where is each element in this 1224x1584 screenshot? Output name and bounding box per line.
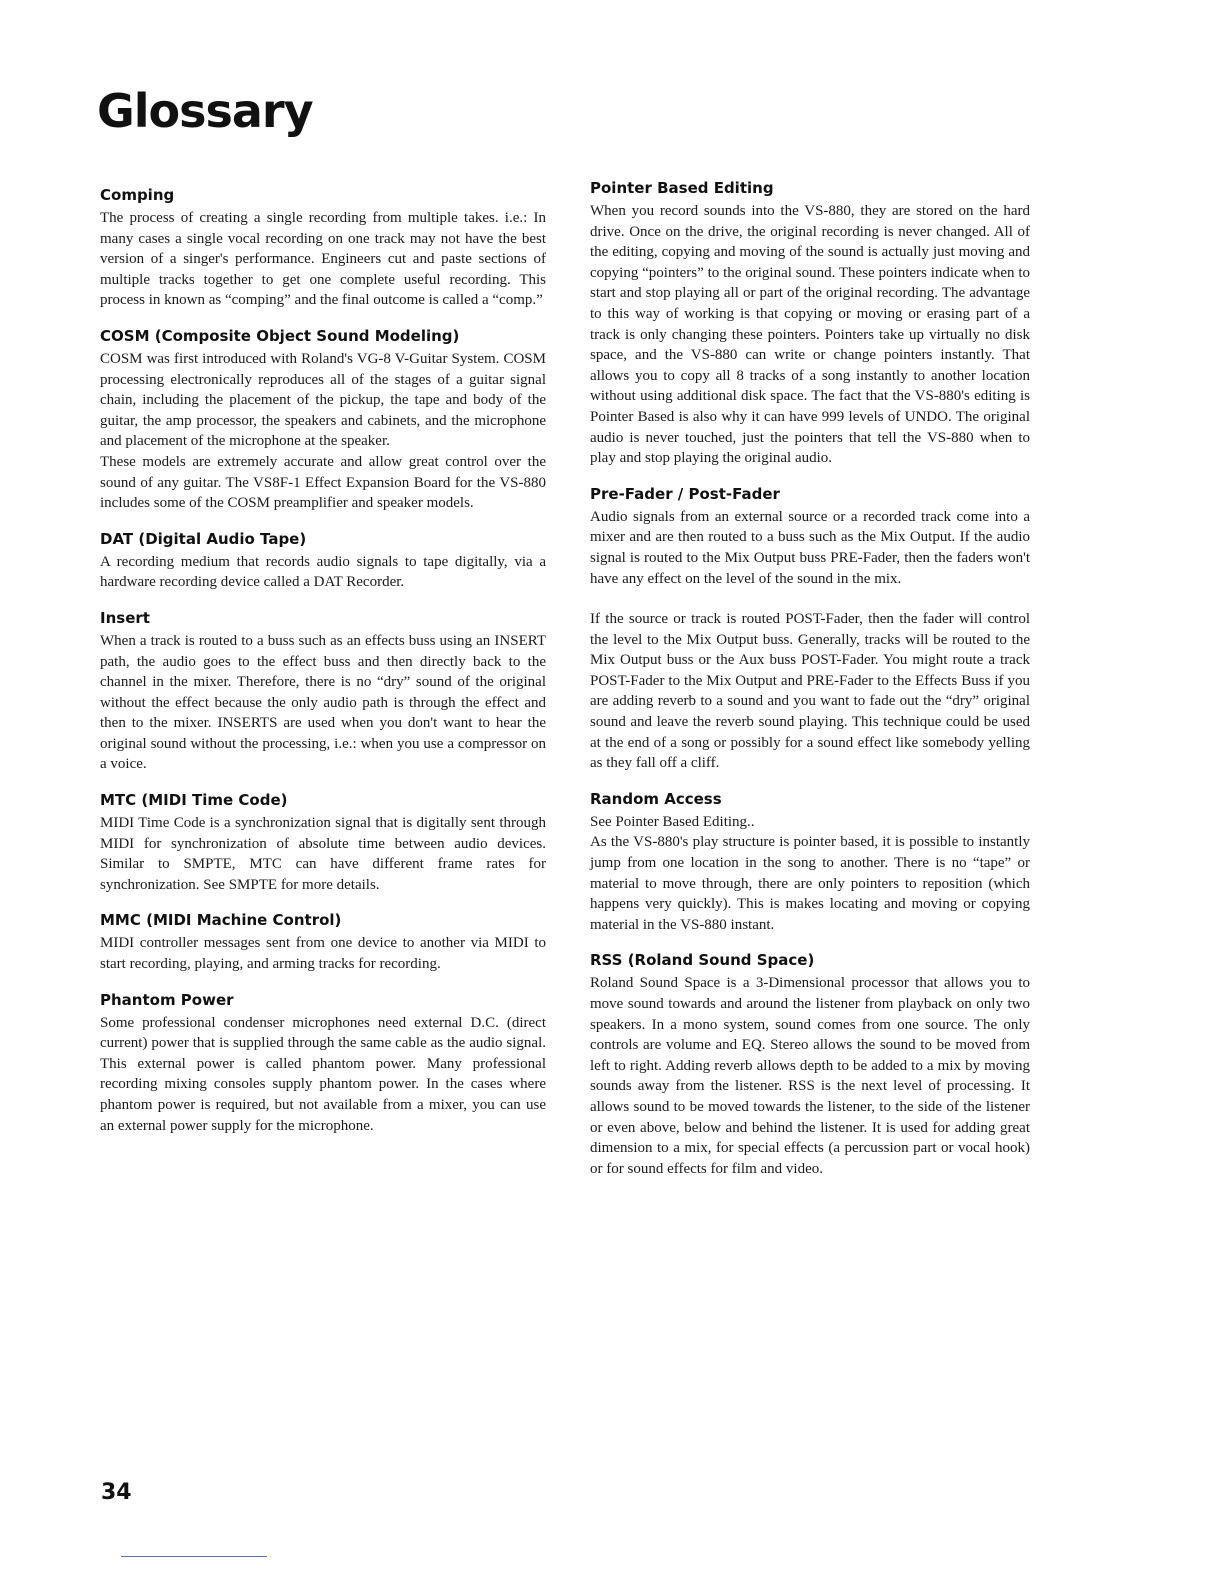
glossary-entry-dat (100, 529, 546, 593)
term-heading: Random Access (590, 789, 722, 808)
glossary-entry-phantom-power (100, 990, 546, 1137)
definition-text: MIDI Time Code is a synchronization signal that is digitally sent through MIDI for synchronization of absolute time between audio devices. Similar to SMPTE, MTC can have different frame rates for synchronization. See SMPTE for more details. (100, 815, 546, 893)
glossary-entry-mtc (100, 790, 546, 895)
definition-text: When a track is routed to a buss such as an effects buss using an INSERT path, the audio goes to the effect buss and then directly back to the channel in the mixer. Therefore, there is no “dry” sound of the original without the effect because the only audio path is through the effect and then to the mixer. INSERTS are used when you don't want to hear the original sound without the processing, i.e.: when you use a compressor on a voice. (100, 632, 546, 773)
glossary-entry-cosm (100, 326, 546, 514)
term-heading: Pointer Based Editing (590, 179, 774, 197)
page-title: Glossary (97, 84, 313, 138)
glossary-entry-comping (100, 185, 546, 311)
definition-text: A recording medium that records audio signals to tape digitally, via a hardware recording device called a DAT Recorder. (100, 553, 546, 591)
glossary-entry-pointer-based-editing (590, 178, 1030, 469)
glossary-entry-insert (100, 608, 546, 775)
term-heading: Insert (100, 608, 150, 627)
definition-text: COSM was first introduced with Roland's VG-8 V-Guitar System. COSM processing electronically reproduces all of the stages of a guitar signal chain, including the placement of the pickup, the tape and body of the guitar, the amp processor, the speakers and cabinets, and the microphone and placement of the microphone at the speaker. (100, 350, 546, 450)
definition-text: MIDI controller messages sent from one device to another via MIDI to start recording, playing, and arming tracks for recording. (100, 935, 546, 973)
term-heading: Comping (100, 186, 175, 204)
term-heading: Pre-Fader / Post-Fader (590, 484, 780, 503)
glossary-entry-rss (590, 950, 1030, 1179)
definition-text: Audio signals from an external source or a recorded track come into a mixer and are then routed to a buss such as the Mix Output. If the audio signal is routed to the Mix Output buss PRE-Fader, then the faders won't have any effect on the level of the sound in the mix. (590, 508, 1030, 587)
definition-text: When you record sounds into the VS-880, they are stored on the hard drive. Once on the drive, the original recording is never changed. All of the editing, copying and moving of the sound is actually just moving and copying “pointers” to the original sound. These pointers indicate when to start and stop playing all or part of the original recording. The advantage to this way of working is that copying or moving or erasing part of a track is only changing these pointers. Pointers take up virtually no disk space, and the VS-880 can write or change pointers instantly. That allows you to copy all 8 tracks of a song instantly to another location without using additional disk space. The fact that the VS-880's editing is Pointer Based is also why it can have 999 levels of UNDO. The original audio is never touched, just the pointers that tell the VS-880 when to play and stop playing the original audio. (590, 203, 1030, 467)
footer-rule (121, 1556, 267, 1557)
definition-text: These models are extremely accurate and allow great control over the sound of any guitar. The VS8F-1 Effect Expansion Board for the VS-880 includes some of the COSM preamplifier and speaker models. (100, 453, 546, 512)
term-heading: Phantom Power (100, 990, 234, 1009)
definition-text: As the VS-880's play structure is pointer based, it is possible to instantly jump from one location in the song to another. There is no “tape” or material to move through, there are only pointers to reposition (which happens very quickly). This is makes locating and moving or copying material in the VS-880 instant. (590, 834, 1030, 933)
page-number: 34 (101, 1480, 132, 1505)
definition-text: Roland Sound Space is a 3-Dimensional processor that allows you to move sound towards and around the listener from playback on only two speakers. In a mono system, sound comes from one source. The only controls are volume and EQ. Stereo allows the sound to be moved from left to right. Adding reverb allows depth to be added to a mix by moving sounds away from the listener. RSS is the next level of processing. It allows sound to be moved towards the listener, to the side of the listener or even above, below and behind the listener. It is used for adding great dimension to a mix, for special effects (a percussion part or vocal hook) or for sound effects for film and video. (590, 975, 1030, 1177)
glossary-entry-pre-post-fader (590, 484, 1030, 774)
glossary-entry-mmc (100, 910, 546, 974)
definition-text: The process of creating a single recording from multiple takes. i.e.: In many cases a single vocal recording on one track may not have the best version of a singer's performance. Engineers cut and paste sections of multiple tracks together to get one complete useful recording. This process in known as “comping” and the final outcome is called a “comp.” (100, 210, 546, 309)
term-heading: MMC (MIDI Machine Control) (100, 911, 342, 930)
term-heading: RSS (Roland Sound Space) (590, 951, 815, 970)
term-heading: COSM (Composite Object Sound Modeling) (100, 326, 460, 345)
right-column (590, 178, 1030, 1194)
left-column (100, 185, 546, 1151)
definition-text: If the source or track is routed POST-Fader, then the fader will control the level to the Mix Output buss. Generally, tracks will be routed to the Mix Output buss or the Aux buss POST-Fader. You might route a track POST-Fader to the Mix Output and PRE-Fader to the Effects Buss if you are adding reverb to a sound and you want to fade out the “dry” original sound and leave the reverb sound playing. This technique could be used at the end of a song or possibly for a sound effect like somebody yelling as they fall off a cliff. (590, 611, 1030, 772)
term-heading: MTC (MIDI Time Code) (100, 791, 288, 810)
glossary-entry-random-access (590, 789, 1030, 936)
definition-text: See Pointer Based Editing.. (590, 813, 755, 830)
term-heading: DAT (Digital Audio Tape) (100, 529, 307, 548)
definition-text: Some professional condenser microphones need external D.C. (direct current) power that is supplied through the same cable as the audio signal. This external power is called phantom power. Many professional recording mixing consoles supply phantom power. In the cases where phantom power is required, but not available from a mixer, you can use an external power supply for the microphone. (100, 1014, 546, 1134)
